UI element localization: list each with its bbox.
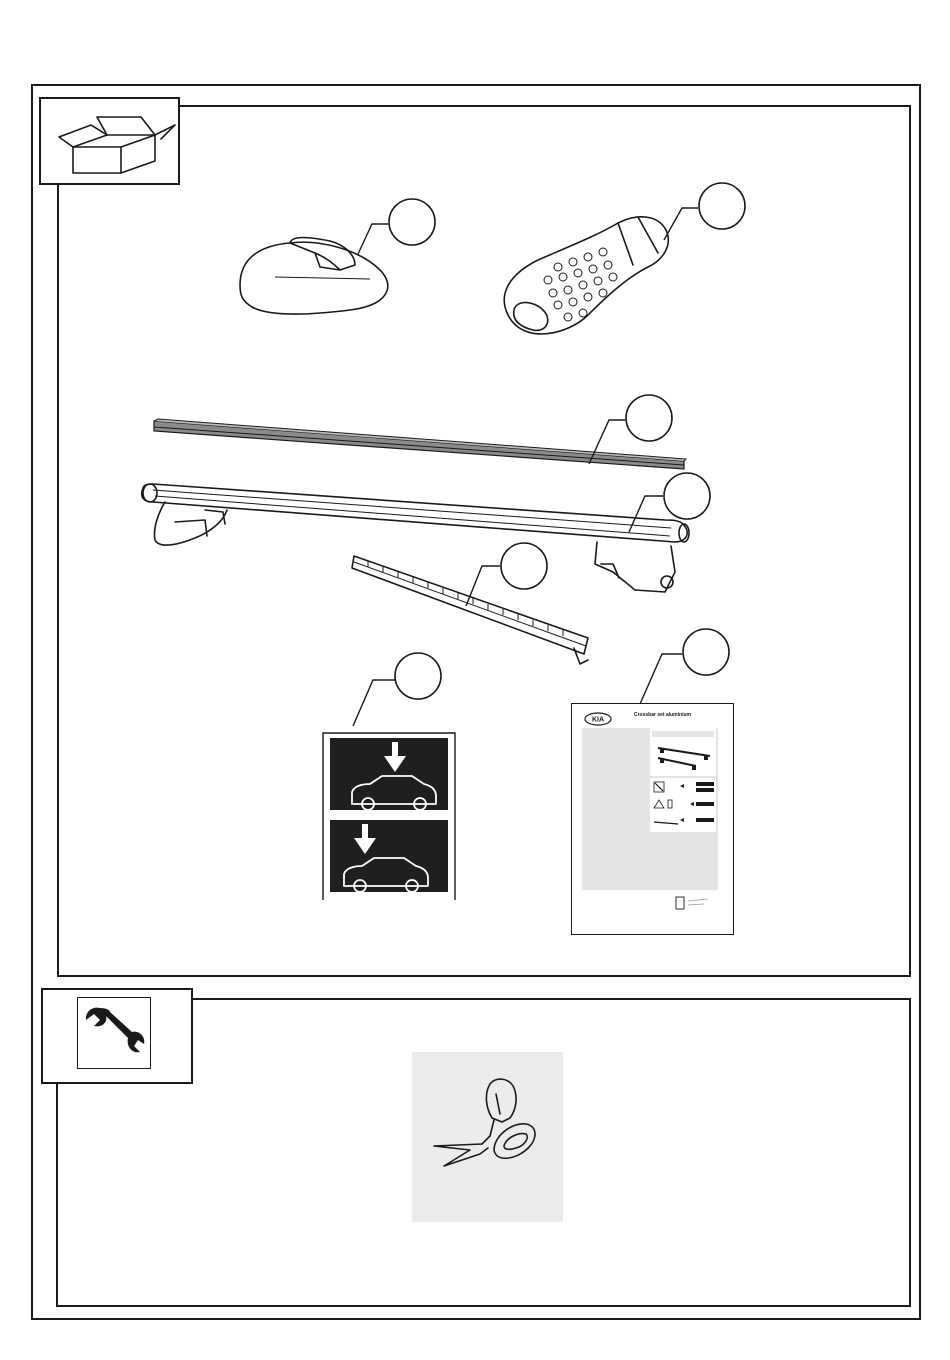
wrench-frame — [77, 997, 151, 1069]
car-load-sticker-icon — [322, 732, 456, 900]
instruction-subtitle — [652, 731, 714, 737]
scissors-card — [412, 1052, 563, 1222]
callout-ruler — [462, 540, 562, 610]
tools-tab — [41, 988, 193, 1084]
instruction-phone-icon — [674, 893, 710, 911]
callout-sticker — [345, 650, 445, 730]
contents-tab — [39, 97, 180, 185]
instruction-steps-icons — [652, 780, 716, 830]
callout-instruction — [636, 626, 736, 706]
svg-text:KIA: KIA — [591, 716, 605, 724]
callout-end-cap — [350, 196, 440, 256]
wrench-icon — [82, 1002, 146, 1064]
callout-rubber-strip — [585, 392, 685, 472]
instruction-title: Crossbar set aluminium — [634, 712, 691, 718]
kia-logo-icon — [584, 712, 612, 726]
callout-crossbar — [625, 470, 725, 540]
open-box-icon — [51, 107, 171, 179]
scissors-icon — [430, 1074, 540, 1196]
callout-screwdriver — [660, 182, 760, 242]
instruction-crossbar-preview-icon — [656, 742, 712, 770]
